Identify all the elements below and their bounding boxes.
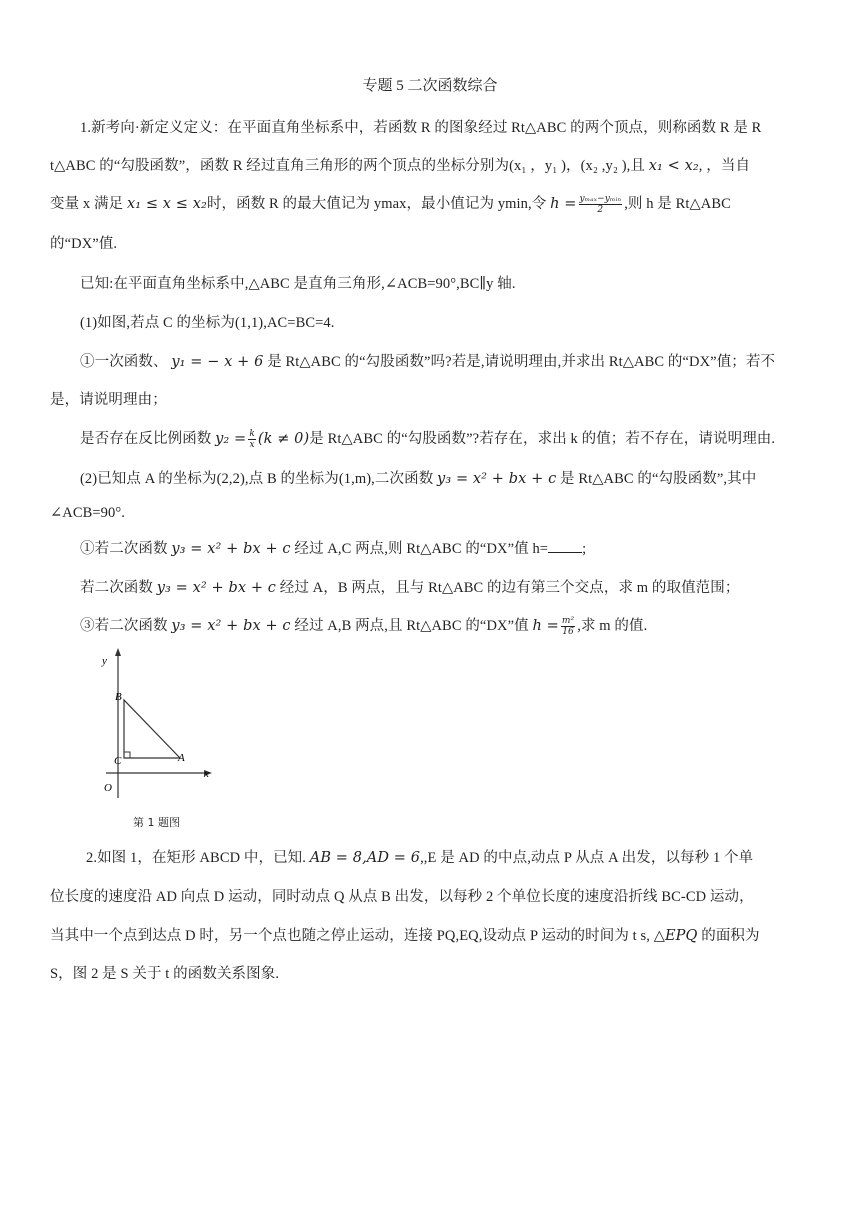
q1-part1a-tail: 是 Rt△ABC 的“勾股函数”吗?若是,请说明理由,并求出 Rt△ABC 的“DX”值；若不 (267, 354, 776, 370)
triangle-abc (124, 700, 180, 758)
point-c-label: C (114, 755, 122, 767)
q2-line-2: 位长度的速度沿 AD 向点 D 运动，同时动点 Q 从点 B 出发，以每秒 2 个单位长度的速度沿折线 BC-CD 运动， (50, 889, 754, 905)
q2-line-3-text: 当其中一个点到达点 D 时，另一个点也随之停止运动，连接 PQ,EQ,设动点 P 运动的时间为 t s, (50, 928, 650, 944)
q1-part2a-end: ; (582, 541, 587, 557)
q1-line-3-tail: ,则 h 是 Rt△ABC (624, 196, 731, 212)
q1-part1b (80, 427, 775, 450)
q1-line-4: 的“DX”值. (50, 236, 118, 252)
origin-label: O (104, 782, 112, 794)
q1-part2-math: y₃ = x² + bx + c (437, 471, 557, 487)
q1-part1b-math-2: (k ≠ 0) (257, 431, 310, 447)
point-b-label: B (115, 691, 122, 703)
q1-line-3-text: 变量 x 满足 (50, 196, 124, 212)
q1-part2c (80, 614, 647, 637)
q1-line-3 (50, 192, 731, 215)
right-angle-mark (124, 752, 130, 758)
q1-line-1: 1.新考向·新定义定义：在平面直角坐标系中，若函数 R 的图象经过 Rt△ABC 的两个顶点，则称函数 R 是 R (80, 120, 762, 136)
q2-line-1-tail: ,,E 是 AD 的中点,动点 P 从点 A 出发，以每秒 1 个单 (420, 850, 754, 866)
page-title: 专题 5 二次函数综合 (362, 78, 498, 94)
q1-line-2-math: x₁ < x₂ (648, 158, 699, 174)
q1-h-numerator: yₘₐₓ−yₘᵢₙ (579, 194, 622, 205)
x-axis-label: x (204, 768, 209, 780)
q1-line-2-text: t△ABC 的“勾股函数”，函数 R 经过直角三角形的两个顶点的坐标分别为(x₁ ，y₁ )，(x₂ ,y₂ ),且 (50, 158, 645, 174)
q1-part2c-denominator: 16 (562, 627, 574, 638)
q1-h-fraction (579, 194, 623, 215)
q1-part1a-math: y₁ = − x + 6 (171, 354, 264, 370)
q1-part2c-fraction (561, 616, 575, 637)
q1-line-3-math: x₁ ≤ x ≤ x₂ (126, 196, 207, 212)
q1-part2-text: (2)已知点 A 的坐标为(2,2),点 B 的坐标为(1,m),二次函数 (80, 471, 434, 487)
q1-line-2 (50, 154, 750, 175)
q1-part1a-text: ①一次函数、 (80, 354, 168, 370)
q1-line-3-mid: 时，函数 R 的最大值记为 ymax，最小值记为 ymin,令 (206, 196, 547, 212)
q2-line-3-math: △EPQ (653, 928, 698, 944)
q1-part2b-text: 若二次函数 (80, 580, 153, 596)
q1-part2-cont: ∠ACB=90°. (50, 505, 125, 521)
q1-h-denominator: 2 (597, 205, 604, 216)
q1-part1b-fraction (248, 429, 256, 450)
q1-line-2-tail: , ，当自 (698, 158, 751, 174)
q1-part1b-math: y₂ = (215, 431, 247, 447)
q1-part2-tail: 是 Rt△ABC 的“勾股函数”,其中 (560, 471, 757, 487)
q1-part1a (80, 350, 775, 371)
q1-part1b-tail: 是 Rt△ABC 的“勾股函数”?若存在，求出 k 的值；若不存在，请说明理由. (309, 431, 776, 447)
q1-part1: (1)如图,若点 C 的坐标为(1,1),AC=BC=4. (80, 315, 335, 331)
q2-line-3 (50, 924, 760, 945)
y-axis-label: y (102, 655, 107, 667)
triangle-figure (88, 648, 228, 803)
figure-caption: 第 1 题图 (133, 816, 180, 829)
q1-part2c-h: h = (532, 618, 559, 634)
point-a-label: A (178, 752, 185, 764)
q2-line-1-text: 2.如图 1，在矩形 ABCD 中，已知. (86, 850, 307, 866)
q2-line-4: S，图 2 是 S 关于 t 的函数关系图象. (50, 966, 280, 982)
q1-part2a-text: ①若二次函数 (80, 541, 168, 557)
q2-line-1-math: AB = 8,AD = 6 (309, 850, 421, 866)
q1-part2b-tail: 经过 A，B 两点，且与 Rt△ABC 的边有第三个交点，求 m 的取值范围； (279, 580, 740, 596)
y-axis-arrow (115, 648, 121, 656)
q2-line-1 (86, 846, 753, 867)
q1-part1b-denominator: x (249, 440, 255, 451)
q2-line-3-tail: 的面积为 (701, 928, 760, 944)
q1-part1a-cont: 是，请说明理由； (50, 392, 167, 408)
q1-part2c-math: y₃ = x² + bx + c (171, 618, 291, 634)
q1-part2c-tail: 经过 A,B 两点,且 Rt△ABC 的“DX”值 (294, 618, 529, 634)
q1-part2b (80, 576, 739, 597)
q1-part2b-math: y₃ = x² + bx + c (156, 580, 277, 596)
q1-part2a-tail: 经过 A,C 两点,则 Rt△ABC 的“DX”值 h= (294, 541, 549, 557)
q1-part2a-math: y₃ = x² + bx + c (171, 541, 291, 557)
q1-part2c-end: ,求 m 的值. (577, 618, 648, 634)
q1-part1b-numerator: k (249, 429, 255, 440)
q1-part2 (80, 467, 756, 488)
q1-part1b-text: 是否存在反比例函数 (80, 431, 212, 447)
q1-part2c-text: ③若二次函数 (80, 618, 168, 634)
answer-blank (548, 540, 582, 553)
q1-h-label: h = (550, 196, 577, 212)
q1-part2c-numerator: m² (561, 616, 575, 627)
q1-part2a (80, 537, 586, 558)
q1-known: 已知:在平面直角坐标系中,△ABC 是直角三角形,∠ACB=90°,BC∥y 轴. (80, 276, 516, 292)
